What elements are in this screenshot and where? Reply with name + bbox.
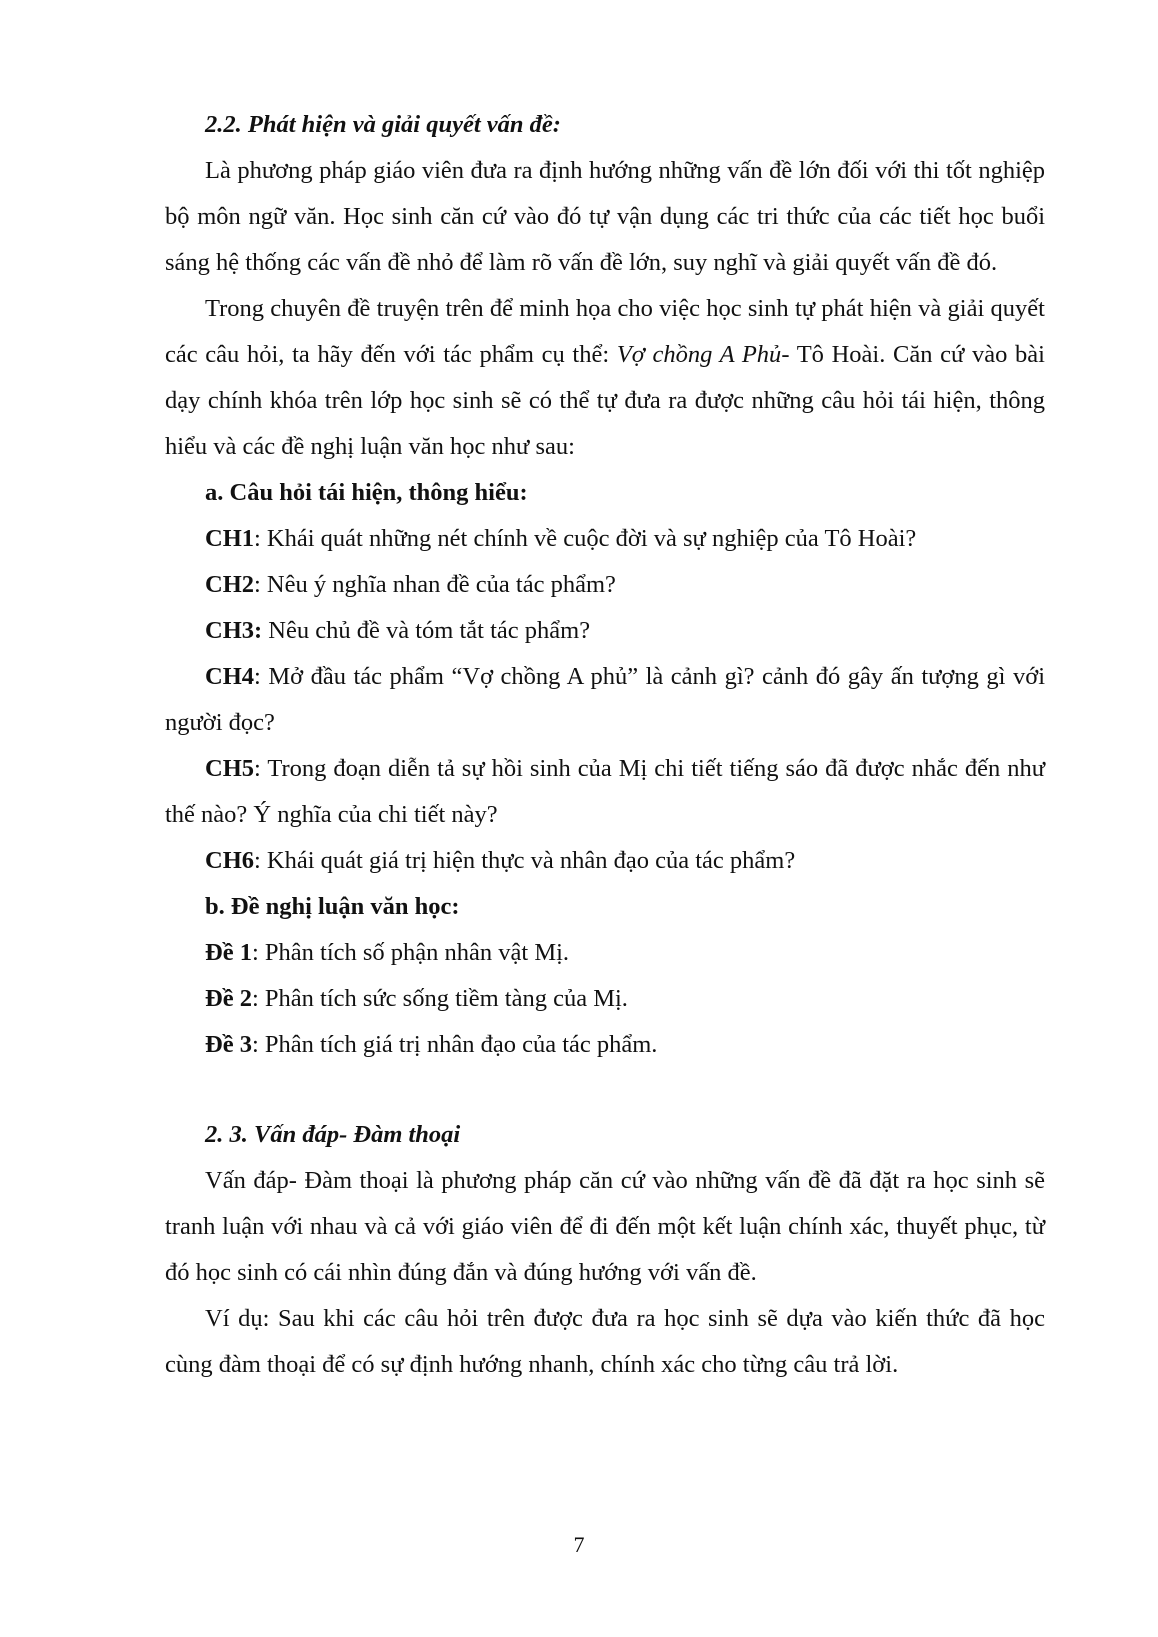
paragraph: Vấn đáp- Đàm thoại là phương pháp căn cứ vào những vấn đề đã đặt ra học sinh sẽ tranh luận với nhau và cả với giáo viên để đi đến một kết luận chính xác, thuyết phục, từ đó học sinh có cái nhìn đúng đắn và đúng hướng với vấn đề.	[165, 1167, 1045, 1286]
question-label: CH3:	[205, 617, 263, 644]
question-text: : Mở đầu tác phẩm “Vợ chồng A phủ” là cảnh gì? cảnh đó gây ấn tượng gì với người đọc?	[165, 663, 1045, 736]
topic-item	[165, 1022, 1045, 1068]
topic-item	[165, 930, 1045, 976]
topic-label: Đề 3	[205, 1031, 252, 1058]
question-item	[165, 746, 1045, 838]
question-label: CH1	[205, 525, 254, 552]
work-title: Vợ chồng A Phủ	[616, 341, 782, 368]
section-heading-2-3: 2. 3. Vấn đáp- Đàm thoại	[205, 1121, 461, 1148]
question-item	[165, 654, 1045, 746]
question-text: : Trong đoạn diễn tả sự hồi sinh của Mị chi tiết tiếng sáo đã được nhắc đến như thế nào? Ý nghĩa của chi tiết này?	[165, 755, 1045, 828]
subheading-questions: a. Câu hỏi tái hiện, thông hiểu:	[205, 479, 528, 506]
topic-item	[165, 976, 1045, 1022]
question-label: CH6	[205, 847, 254, 874]
page-content	[165, 102, 1045, 1388]
question-label: CH5	[205, 755, 254, 782]
question-label: CH4	[205, 663, 254, 690]
section-spacer	[165, 1068, 1045, 1112]
topic-label: Đề 2	[205, 985, 252, 1012]
topic-text: : Phân tích sức sống tiềm tàng của Mị.	[251, 985, 628, 1012]
question-item	[165, 608, 1045, 654]
question-text: : Khái quát những nét chính về cuộc đời và sự nghiệp của Tô Hoài?	[254, 525, 917, 552]
question-text: : Nêu ý nghĩa nhan đề của tác phẩm?	[254, 571, 616, 598]
topic-label: Đề 1	[205, 939, 252, 966]
question-item	[165, 516, 1045, 562]
paragraph: Là phương pháp giáo viên đưa ra định hướng những vấn đề lớn đối với thi tốt nghiệp bộ môn ngữ văn. Học sinh căn cứ vào đó tự vận dụng các tri thức của các tiết học buổi sáng hệ thống các vấn đề nhỏ để làm rõ vấn đề lớn, suy nghĩ và giải quyết vấn đề đó.	[165, 157, 1045, 276]
question-label: CH2	[205, 571, 254, 598]
question-text: Nêu chủ đề và tóm tắt tác phẩm?	[262, 617, 591, 644]
page-number: 7	[573, 1532, 585, 1557]
subheading-topics: b. Đề nghị luận văn học:	[205, 893, 460, 920]
question-text: : Khái quát giá trị hiện thực và nhân đạo của tác phẩm?	[254, 847, 796, 874]
question-item	[165, 838, 1045, 884]
section-heading-2-2	[165, 102, 1045, 148]
heading-text: Phát hiện và giải quyết vấn đề:	[241, 111, 561, 138]
paragraph: Trong chuyên đề truyện trên để minh họa cho việc học sinh tự phát hiện và giải quyết các câu hỏi, ta hãy đến với tác phẩm cụ thể: Vợ chồng A Phủ- Tô Hoài. Căn cứ vào bài dạy chính khóa trên lớp học sinh sẽ có thể tự đưa ra được những câu hỏi tái hiện, thông hiểu và các đề nghị luận văn học như sau:	[165, 295, 1045, 460]
paragraph: Ví dụ: Sau khi các câu hỏi trên được đưa ra học sinh sẽ dựa vào kiến thức đã học cùng đàm thoại để có sự định hướng nhanh, chính xác cho từng câu trả lời.	[165, 1305, 1045, 1378]
heading-number: 2.2.	[205, 111, 242, 138]
topic-text: : Phân tích giá trị nhân đạo của tác phẩm.	[251, 1031, 658, 1058]
question-item	[165, 562, 1045, 608]
topic-text: : Phân tích số phận nhân vật Mị.	[251, 939, 570, 966]
